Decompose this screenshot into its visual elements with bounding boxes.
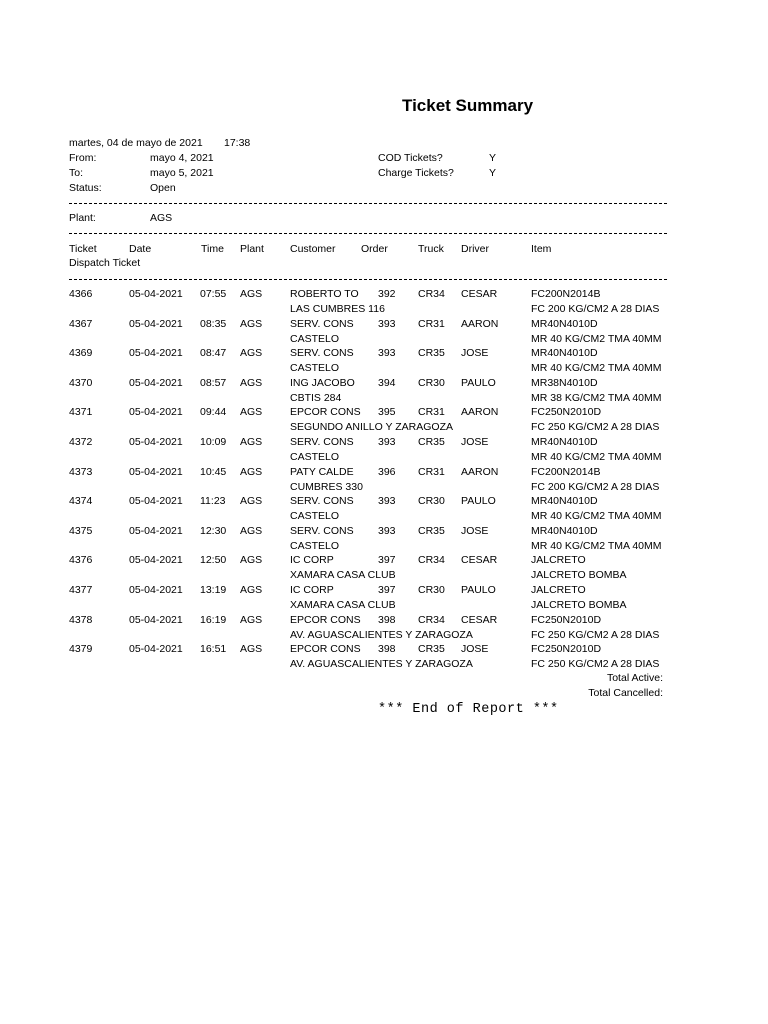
ticket-truck: CR31 bbox=[418, 317, 445, 330]
ticket-customer: EPCOR CONS bbox=[290, 643, 361, 656]
status-value: Open bbox=[150, 182, 176, 194]
table-row bbox=[0, 465, 768, 495]
table-row bbox=[0, 553, 768, 583]
ticket-date: 05-04-2021 bbox=[129, 376, 183, 389]
ticket-date: 05-04-2021 bbox=[129, 465, 183, 478]
ticket-address: CASTELO bbox=[290, 332, 340, 345]
report-date: martes, 04 de mayo de 2021 bbox=[69, 137, 203, 149]
divider bbox=[69, 233, 667, 234]
ticket-item: MR40N4010D bbox=[531, 347, 598, 360]
status-label: Status: bbox=[69, 182, 102, 194]
from-label: From: bbox=[69, 152, 97, 164]
ticket-date: 05-04-2021 bbox=[129, 643, 183, 656]
ticket-date: 05-04-2021 bbox=[129, 524, 183, 537]
column-header-date: Date bbox=[129, 243, 152, 255]
ticket-order: 397 bbox=[378, 584, 396, 596]
ticket-customer: IC CORP bbox=[290, 584, 334, 596]
table-row bbox=[0, 613, 768, 643]
ticket-address: CASTELO bbox=[290, 539, 340, 552]
ticket-item: MR40N4010D bbox=[531, 495, 598, 508]
ticket-time: 16:19 bbox=[200, 613, 227, 626]
ticket-customer: SERV. CONS bbox=[290, 436, 354, 448]
ticket-time: 10:09 bbox=[200, 436, 227, 448]
ticket-number: 4366 bbox=[69, 288, 93, 300]
ticket-driver: AARON bbox=[461, 317, 499, 330]
divider bbox=[69, 279, 667, 280]
table-row bbox=[0, 642, 768, 672]
ticket-order: 392 bbox=[378, 288, 396, 300]
column-header-order: Order bbox=[361, 243, 388, 255]
ticket-customer: EPCOR CONS bbox=[290, 613, 361, 626]
ticket-driver: PAULO bbox=[461, 495, 496, 508]
ticket-time: 13:19 bbox=[200, 584, 227, 596]
ticket-item: FC250N2010D bbox=[531, 643, 602, 656]
ticket-address: LAS CUMBRES 116 bbox=[290, 303, 385, 315]
cod-tickets-value: Y bbox=[489, 152, 497, 164]
ticket-customer: PATY CALDE bbox=[290, 465, 354, 478]
ticket-order: 393 bbox=[378, 436, 396, 448]
ticket-truck: CR34 bbox=[418, 288, 445, 300]
cod-tickets-label: COD Tickets? bbox=[378, 152, 443, 164]
ticket-item: MR40N4010D bbox=[531, 317, 598, 330]
ticket-item: FC200N2014B bbox=[531, 465, 601, 478]
ticket-truck: CR35 bbox=[418, 643, 445, 656]
ticket-time: 11:23 bbox=[200, 495, 226, 508]
ticket-customer: SERV. CONS bbox=[290, 317, 354, 330]
ticket-address: CASTELO bbox=[290, 451, 340, 463]
ticket-item: MR40N4010D bbox=[531, 436, 598, 448]
ticket-plant: AGS bbox=[240, 376, 263, 389]
ticket-item-description: FC 250 KG/CM2 A 28 DIAS bbox=[531, 421, 660, 434]
column-header-plant: Plant bbox=[240, 243, 264, 255]
ticket-driver: JOSE bbox=[461, 524, 489, 537]
ticket-date: 05-04-2021 bbox=[129, 406, 183, 419]
ticket-number: 4367 bbox=[69, 317, 93, 330]
ticket-item-description: FC 200 KG/CM2 A 28 DIAS bbox=[531, 303, 660, 315]
plant-label: Plant: bbox=[69, 212, 96, 224]
ticket-address: CASTELO bbox=[290, 510, 340, 523]
ticket-number: 4379 bbox=[69, 643, 93, 656]
ticket-address: AV. AGUASCALIENTES Y ZARAGOZA bbox=[290, 658, 473, 671]
ticket-time: 08:57 bbox=[200, 376, 227, 389]
ticket-number: 4371 bbox=[69, 406, 93, 419]
ticket-item: JALCRETO bbox=[531, 584, 586, 596]
ticket-driver: AARON bbox=[461, 465, 499, 478]
ticket-driver: CESAR bbox=[461, 554, 498, 567]
ticket-plant: AGS bbox=[240, 406, 263, 419]
ticket-item-description: MR 40 KG/CM2 TMA 40MM bbox=[531, 362, 662, 375]
ticket-item-description: JALCRETO BOMBA bbox=[531, 569, 627, 582]
ticket-item-description: MR 40 KG/CM2 TMA 40MM bbox=[531, 539, 662, 552]
ticket-customer: ROBERTO TO bbox=[290, 288, 359, 300]
ticket-driver: CESAR bbox=[461, 613, 498, 626]
ticket-plant: AGS bbox=[240, 524, 263, 537]
ticket-time: 08:47 bbox=[200, 347, 227, 360]
ticket-item: FC250N2010D bbox=[531, 613, 602, 626]
ticket-order: 394 bbox=[378, 376, 396, 389]
ticket-truck: CR30 bbox=[418, 376, 445, 389]
ticket-customer: ING JACOBO bbox=[290, 376, 355, 389]
column-header-ticket: Ticket bbox=[69, 243, 97, 255]
ticket-date: 05-04-2021 bbox=[129, 554, 183, 567]
ticket-order: 393 bbox=[378, 495, 396, 508]
ticket-truck: CR31 bbox=[418, 406, 445, 419]
to-value: mayo 5, 2021 bbox=[150, 167, 214, 179]
ticket-time: 09:44 bbox=[200, 406, 227, 419]
ticket-order: 393 bbox=[378, 317, 396, 330]
table-row bbox=[0, 583, 768, 613]
ticket-number: 4373 bbox=[69, 465, 93, 478]
ticket-item-description: MR 40 KG/CM2 TMA 40MM bbox=[531, 510, 662, 523]
ticket-item-description: FC 250 KG/CM2 A 28 DIAS bbox=[531, 628, 660, 641]
ticket-truck: CR35 bbox=[418, 347, 445, 360]
ticket-plant: AGS bbox=[240, 317, 263, 330]
ticket-number: 4370 bbox=[69, 376, 93, 389]
ticket-number: 4376 bbox=[69, 554, 93, 567]
ticket-address: XAMARA CASA CLUB bbox=[290, 569, 396, 582]
ticket-order: 395 bbox=[378, 406, 396, 419]
ticket-order: 398 bbox=[378, 613, 396, 626]
divider bbox=[69, 203, 667, 204]
ticket-address: CBTIS 284 bbox=[290, 391, 342, 404]
ticket-date: 05-04-2021 bbox=[129, 584, 183, 596]
column-header-customer: Customer bbox=[290, 243, 336, 255]
ticket-truck: CR35 bbox=[418, 524, 445, 537]
ticket-time: 12:30 bbox=[200, 524, 227, 537]
ticket-item: MR38N4010D bbox=[531, 376, 598, 389]
ticket-plant: AGS bbox=[240, 643, 263, 656]
column-header-truck: Truck bbox=[418, 243, 444, 255]
ticket-truck: CR35 bbox=[418, 436, 445, 448]
table-row bbox=[0, 405, 768, 435]
ticket-date: 05-04-2021 bbox=[129, 288, 183, 300]
ticket-customer: IC CORP bbox=[290, 554, 334, 567]
ticket-date: 05-04-2021 bbox=[129, 613, 183, 626]
ticket-time: 07:55 bbox=[200, 288, 227, 300]
ticket-customer: EPCOR CONS bbox=[290, 406, 361, 419]
ticket-number: 4377 bbox=[69, 584, 93, 596]
end-of-report: *** End of Report *** bbox=[378, 702, 559, 717]
column-header-item: Item bbox=[531, 243, 552, 255]
total-cancelled-label: Total Cancelled: bbox=[588, 687, 663, 699]
ticket-customer: SERV. CONS bbox=[290, 347, 354, 360]
ticket-customer: SERV. CONS bbox=[290, 524, 354, 537]
ticket-plant: AGS bbox=[240, 554, 263, 567]
ticket-time: 08:35 bbox=[200, 317, 227, 330]
ticket-truck: CR34 bbox=[418, 554, 445, 567]
ticket-item-description: MR 38 KG/CM2 TMA 40MM bbox=[531, 391, 662, 404]
charge-tickets-value: Y bbox=[489, 167, 497, 179]
ticket-address: CUMBRES 330 bbox=[290, 480, 363, 493]
ticket-order: 393 bbox=[378, 524, 396, 537]
column-header-dispatch-ticket: Dispatch Ticket bbox=[69, 257, 141, 269]
ticket-address: SEGUNDO ANILLO Y ZARAGOZA bbox=[290, 421, 453, 434]
report-time: 17:38 bbox=[224, 137, 251, 149]
ticket-address: XAMARA CASA CLUB bbox=[290, 599, 396, 611]
ticket-truck: CR30 bbox=[418, 495, 445, 508]
ticket-item: FC250N2010D bbox=[531, 406, 602, 419]
ticket-number: 4369 bbox=[69, 347, 93, 360]
ticket-driver: JOSE bbox=[461, 436, 489, 448]
ticket-driver: PAULO bbox=[461, 584, 496, 596]
ticket-item: JALCRETO bbox=[531, 554, 586, 567]
ticket-address: AV. AGUASCALIENTES Y ZARAGOZA bbox=[290, 628, 473, 641]
ticket-time: 16:51 bbox=[200, 643, 227, 656]
column-header-driver: Driver bbox=[461, 243, 489, 255]
ticket-plant: AGS bbox=[240, 613, 263, 626]
ticket-address: CASTELO bbox=[290, 362, 340, 375]
table-row bbox=[0, 317, 768, 347]
report-title: Ticket Summary bbox=[402, 96, 534, 115]
ticket-driver: JOSE bbox=[461, 643, 489, 656]
ticket-number: 4372 bbox=[69, 436, 93, 448]
ticket-date: 05-04-2021 bbox=[129, 347, 183, 360]
column-header-time: Time bbox=[201, 243, 224, 255]
ticket-truck: CR30 bbox=[418, 584, 445, 596]
ticket-driver: AARON bbox=[461, 406, 499, 419]
ticket-plant: AGS bbox=[240, 347, 263, 360]
ticket-item-description: FC 250 KG/CM2 A 28 DIAS bbox=[531, 658, 660, 671]
ticket-plant: AGS bbox=[240, 465, 263, 478]
ticket-plant: AGS bbox=[240, 436, 263, 448]
ticket-order: 398 bbox=[378, 643, 396, 656]
ticket-date: 05-04-2021 bbox=[129, 495, 183, 508]
total-active-label: Total Active: bbox=[606, 672, 663, 684]
table-row bbox=[0, 435, 768, 465]
ticket-date: 05-04-2021 bbox=[129, 436, 183, 448]
ticket-customer: SERV. CONS bbox=[290, 495, 354, 508]
table-row bbox=[0, 376, 768, 406]
ticket-item-description: MR 40 KG/CM2 TMA 40MM bbox=[531, 332, 662, 345]
ticket-item-description: MR 40 KG/CM2 TMA 40MM bbox=[531, 451, 662, 463]
to-label: To: bbox=[69, 167, 84, 179]
ticket-number: 4378 bbox=[69, 613, 93, 626]
ticket-item-description: JALCRETO BOMBA bbox=[531, 599, 627, 611]
charge-tickets-label: Charge Tickets? bbox=[378, 167, 454, 179]
ticket-truck: CR31 bbox=[418, 465, 445, 478]
ticket-order: 397 bbox=[378, 554, 396, 567]
from-value: mayo 4, 2021 bbox=[150, 152, 214, 164]
ticket-item-description: FC 200 KG/CM2 A 28 DIAS bbox=[531, 480, 660, 493]
ticket-plant: AGS bbox=[240, 288, 263, 300]
ticket-driver: CESAR bbox=[461, 288, 498, 300]
table-row bbox=[0, 494, 768, 524]
ticket-order: 396 bbox=[378, 465, 396, 478]
table-row bbox=[0, 287, 768, 317]
ticket-driver: PAULO bbox=[461, 376, 496, 389]
ticket-item: MR40N4010D bbox=[531, 524, 598, 537]
ticket-plant: AGS bbox=[240, 495, 263, 508]
table-row bbox=[0, 346, 768, 376]
table-row bbox=[0, 524, 768, 554]
ticket-number: 4374 bbox=[69, 495, 93, 508]
ticket-order: 393 bbox=[378, 347, 396, 360]
ticket-item: FC200N2014B bbox=[531, 288, 601, 300]
ticket-time: 10:45 bbox=[200, 465, 227, 478]
ticket-time: 12:50 bbox=[200, 554, 227, 567]
ticket-plant: AGS bbox=[240, 584, 263, 596]
ticket-date: 05-04-2021 bbox=[129, 317, 183, 330]
ticket-driver: JOSE bbox=[461, 347, 489, 360]
ticket-number: 4375 bbox=[69, 524, 93, 537]
plant-value: AGS bbox=[150, 212, 173, 224]
ticket-truck: CR34 bbox=[418, 613, 445, 626]
